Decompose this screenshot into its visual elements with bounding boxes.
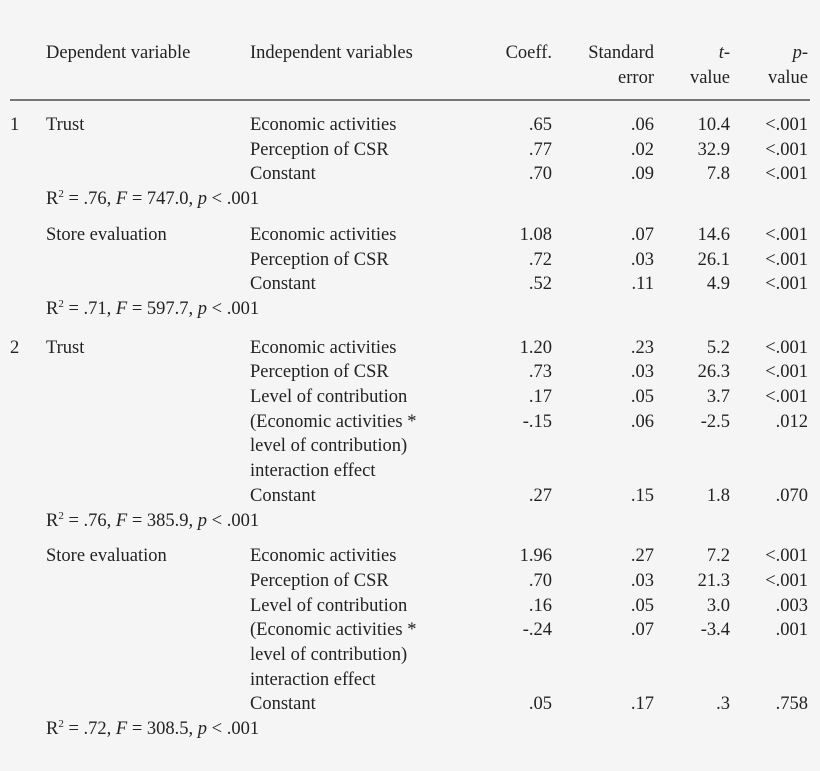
p-value-cell: <.001 (765, 224, 808, 245)
independent-variable: Constant (250, 485, 316, 506)
fit-part: p (197, 298, 208, 319)
standard-error-cell: .15 (630, 485, 654, 506)
p-value-cell: .758 (775, 694, 808, 715)
fit-part: , (188, 189, 198, 210)
t-value-cell: 26.1 (697, 249, 730, 270)
p-value-cell: <.001 (765, 164, 808, 185)
t-value-cell: 10.4 (697, 115, 730, 135)
standard-error-cell: .27 (630, 546, 654, 567)
standard-error-cell: .03 (630, 249, 654, 270)
dependent-variable: Trust (46, 337, 85, 358)
coeff-cell: .52 (528, 274, 552, 295)
coeff-cell: .16 (528, 595, 552, 616)
standard-error-cell: .05 (630, 595, 654, 616)
standard-error-cell: .06 (630, 411, 654, 432)
fit-part: = (63, 298, 84, 319)
independent-variable: (Economic activities * (250, 620, 417, 641)
fit-part: , (106, 510, 116, 531)
fit-part: 747.0 (146, 189, 189, 210)
p-value-cell: <.001 (765, 570, 808, 591)
fit-part: , (188, 719, 198, 740)
header-dependent-variable: Dependent variable (46, 43, 191, 63)
t-value-cell: 4.9 (706, 274, 730, 295)
t-value-cell: 32.9 (697, 139, 730, 160)
fit-part: F (115, 189, 128, 210)
fit-part: , (106, 719, 116, 740)
fit-part: 2 (58, 297, 64, 310)
fit-part: = (127, 510, 147, 531)
independent-variable-cont: level of contribution) (250, 436, 408, 457)
fit-part: = (63, 510, 84, 531)
fit-part: = (63, 189, 84, 210)
standard-error-cell: .05 (630, 387, 654, 407)
independent-variable: Constant (250, 694, 316, 715)
standard-error-cell: .23 (630, 337, 654, 358)
independent-variable: Perception of CSR (250, 249, 389, 270)
model-fit-statistics (46, 509, 259, 533)
t-value-cell: 3.0 (706, 595, 730, 616)
independent-variable-cont: level of contribution) (250, 645, 408, 665)
fit-part: < (207, 189, 227, 210)
independent-variable: Economic activities (250, 546, 397, 567)
standard-error-cell: .07 (630, 224, 654, 245)
model-fit-statistics (46, 717, 259, 741)
p-value-cell: <.001 (765, 362, 808, 383)
header-coeff: Coeff. (505, 43, 552, 63)
independent-variable: Level of contribution (250, 595, 408, 616)
coeff-cell: .72 (528, 249, 552, 270)
standard-error-cell: .02 (630, 139, 654, 160)
t-value-cell: 1.8 (706, 485, 730, 506)
t-value-cell: 14.6 (697, 224, 730, 245)
fit-part: 2 (58, 718, 64, 731)
coeff-cell: -.24 (522, 620, 552, 641)
independent-variable: Constant (250, 274, 316, 295)
independent-variable-cont: interaction effect (250, 669, 376, 690)
coeff-cell: 1.20 (519, 337, 552, 358)
fit-part: , (106, 189, 116, 210)
p-value-cell: <.001 (765, 115, 808, 135)
coeff-cell: 1.96 (519, 546, 552, 567)
independent-variable: (Economic activities * (250, 411, 417, 432)
t-value-cell: .3 (716, 694, 730, 715)
coeff-cell: .73 (528, 362, 552, 383)
fit-part: .76 (83, 510, 107, 531)
fit-part: R (46, 510, 59, 531)
fit-part: 597.7 (146, 298, 189, 319)
independent-variable: Economic activities (250, 337, 397, 358)
p-value-cell: <.001 (765, 139, 808, 160)
fit-part: .72 (83, 719, 107, 740)
model-fit-statistics (46, 297, 259, 321)
coeff-cell: .05 (528, 694, 552, 715)
fit-part: = (127, 189, 147, 210)
fit-part: , (106, 298, 116, 319)
p-value-cell: <.001 (765, 387, 808, 407)
t-value-cell: 3.7 (706, 387, 730, 407)
t-value-cell: 5.2 (706, 337, 730, 358)
fit-part: 2 (58, 188, 64, 201)
fit-part: 2 (58, 509, 64, 522)
p-value-cell: .003 (775, 595, 808, 616)
fit-part: R (46, 719, 59, 740)
coeff-cell: .65 (528, 115, 552, 135)
coeff-cell: .17 (528, 387, 552, 407)
fit-part: p (197, 189, 208, 210)
independent-variable: Perception of CSR (250, 139, 389, 160)
header-standard-error-line2: error (618, 68, 654, 88)
coeff-cell: .27 (528, 485, 552, 506)
fit-part: < (207, 298, 227, 319)
p-value-cell: <.001 (765, 249, 808, 270)
fit-part: .001 (226, 510, 260, 531)
independent-variable: Level of contribution (250, 387, 408, 407)
header-p-value-line2: value (767, 68, 808, 88)
header-standard-error-line1: Standard (588, 43, 654, 63)
p-value-cell: .012 (775, 411, 808, 432)
fit-part: p (197, 510, 208, 531)
fit-part: .001 (226, 298, 260, 319)
fit-part: .001 (226, 719, 260, 740)
fit-part: F (115, 719, 128, 740)
fit-part: 308.5 (146, 719, 189, 740)
fit-part: .001 (226, 189, 260, 210)
coeff-cell: 1.08 (519, 224, 552, 245)
p-value-cell: <.001 (765, 274, 808, 295)
standard-error-cell: .09 (630, 164, 654, 185)
fit-part: , (188, 510, 198, 531)
fit-part: R (46, 189, 59, 210)
model-number: 1 (10, 115, 20, 135)
coeff-cell: .70 (528, 570, 552, 591)
fit-part: = (127, 298, 147, 319)
standard-error-cell: .06 (630, 115, 654, 135)
standard-error-cell: .07 (630, 620, 654, 641)
header-independent-variables: Independent variables (250, 43, 413, 63)
fit-part: 385.9 (146, 510, 189, 531)
header-divider (10, 99, 810, 101)
standard-error-cell: .11 (631, 274, 654, 295)
t-value-cell: 7.8 (706, 164, 730, 185)
p-value-cell: .001 (775, 620, 808, 641)
fit-part: , (188, 298, 198, 319)
fit-part: F (115, 510, 128, 531)
header-t-value-line2: value (689, 68, 730, 88)
header-p-value-line1: p- (792, 43, 808, 63)
dependent-variable: Trust (46, 115, 85, 135)
fit-part: R (46, 298, 59, 319)
fit-part: p (197, 719, 208, 740)
p-value-cell: <.001 (765, 337, 808, 358)
coeff-cell: .70 (528, 164, 552, 185)
fit-part: = (63, 719, 84, 740)
coeff-cell: .77 (528, 139, 552, 160)
dependent-variable: Store evaluation (46, 224, 167, 245)
fit-part: = (127, 719, 147, 740)
independent-variable: Economic activities (250, 115, 397, 135)
header-t-value-line1: t- (718, 43, 730, 63)
independent-variable-cont: interaction effect (250, 461, 376, 482)
fit-part: .76 (83, 189, 107, 210)
coeff-cell: -.15 (522, 411, 552, 432)
p-value-cell: <.001 (765, 546, 808, 567)
model-fit-statistics (46, 187, 259, 211)
t-value-cell: 7.2 (706, 546, 730, 567)
t-value-cell: 26.3 (697, 362, 730, 383)
independent-variable: Perception of CSR (250, 570, 389, 591)
t-value-cell: -2.5 (700, 411, 730, 432)
t-value-cell: -3.4 (700, 620, 730, 641)
t-value-cell: 21.3 (697, 570, 730, 591)
dependent-variable: Store evaluation (46, 546, 167, 567)
independent-variable: Perception of CSR (250, 362, 389, 383)
fit-part: < (207, 719, 227, 740)
independent-variable: Economic activities (250, 224, 397, 245)
p-value-cell: .070 (775, 485, 808, 506)
fit-part: .71 (83, 298, 107, 319)
standard-error-cell: .17 (630, 694, 654, 715)
fit-part: < (207, 510, 227, 531)
independent-variable: Constant (250, 164, 316, 185)
model-number: 2 (10, 337, 20, 358)
fit-part: F (115, 298, 128, 319)
standard-error-cell: .03 (630, 570, 654, 591)
standard-error-cell: .03 (630, 362, 654, 383)
